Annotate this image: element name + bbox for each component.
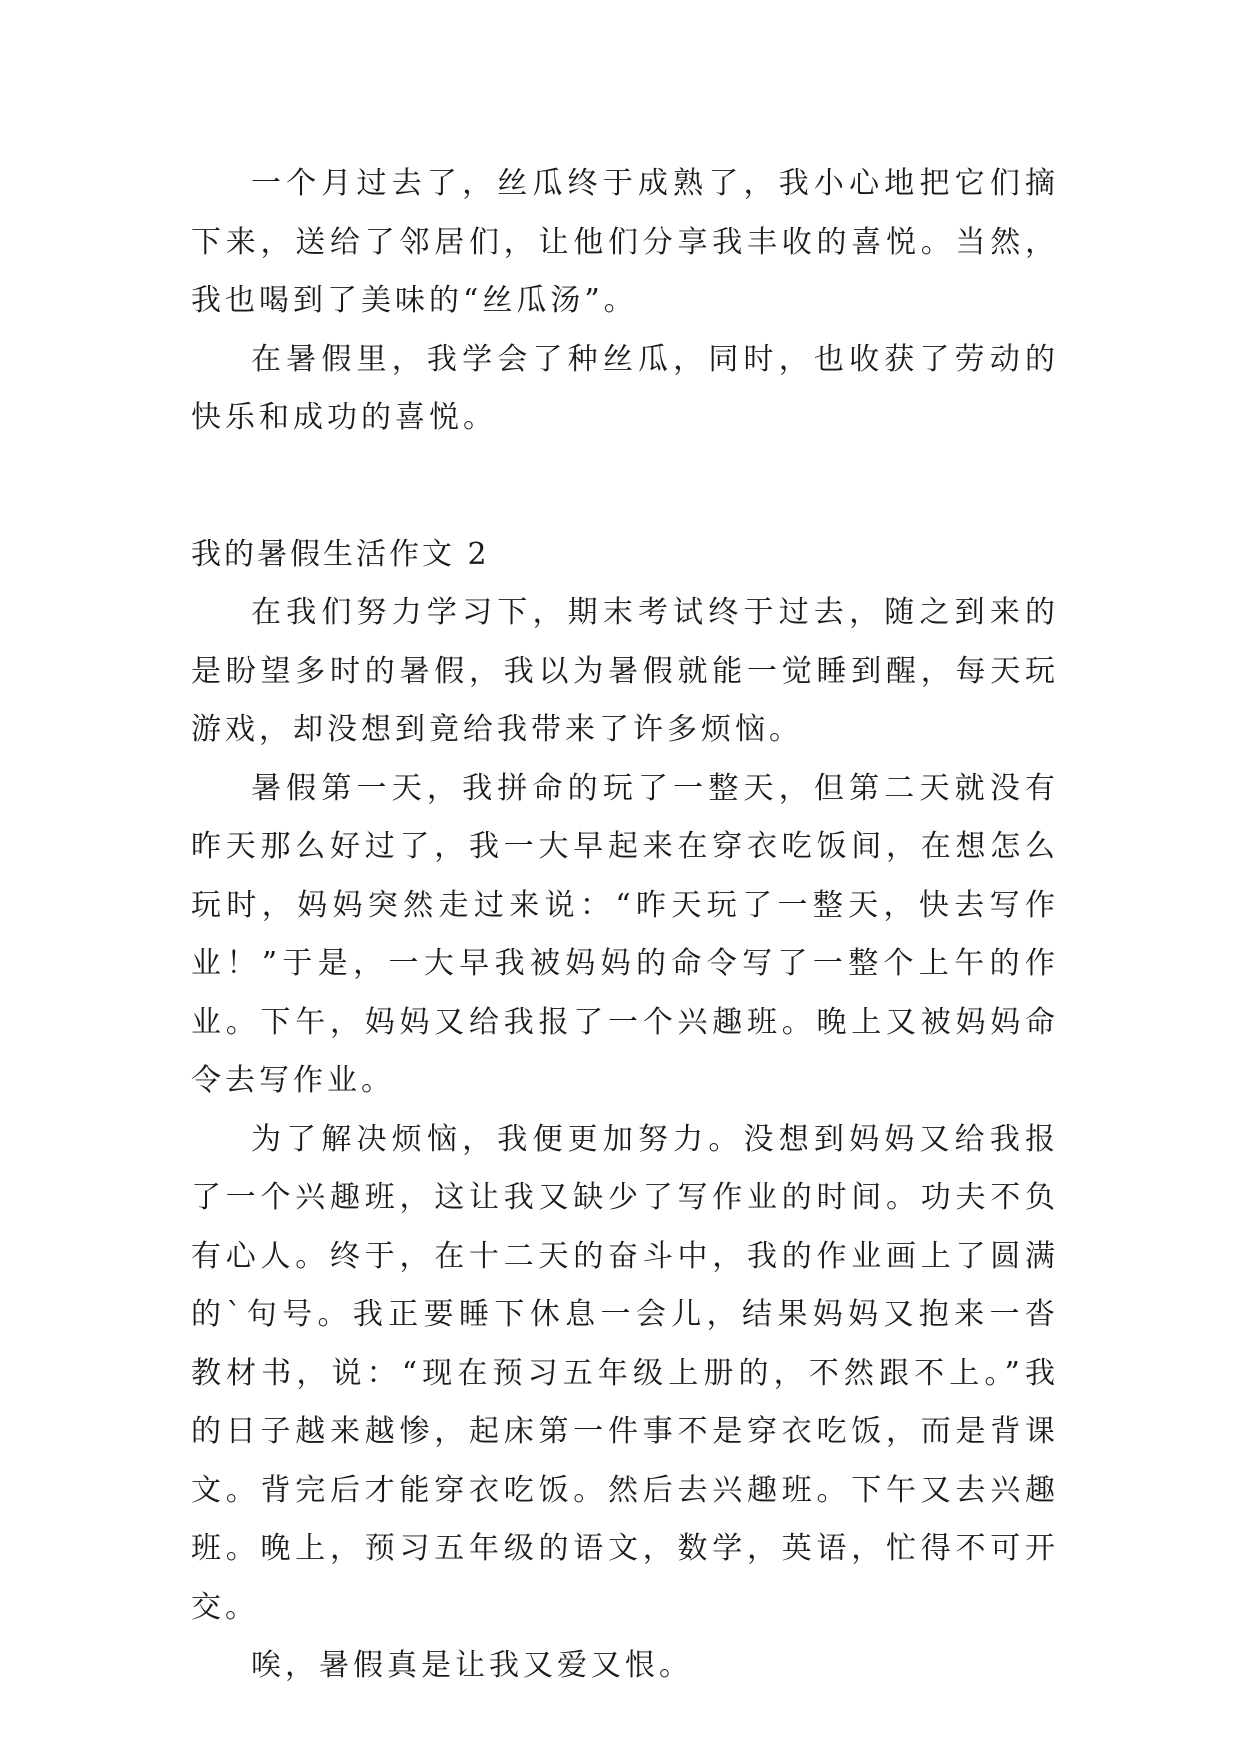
paragraph-summary: 在暑假里，我学会了种丝瓜，同时，也收获了劳动的快乐和成功的喜悦。 xyxy=(191,341,1059,435)
paragraph-harvest: 一个月过去了，丝瓜终于成熟了，我小心地把它们摘下来，送给了邻居们，让他们分享我丰收的喜悦。当然，我也喝到了美味的“丝瓜汤”。 xyxy=(191,166,1059,318)
paragraph-effort: 为了解决烦恼，我便更加努力。没想到妈妈又给我报了一个兴趣班，这让我又缺少了写作业的时间。功夫不负有心人。终于，在十二天的奋斗中，我的作业画上了圆满的`句号。我正要睡下休息一会儿，结果妈妈又抱来一沓教材书，说：“现在预习五年级上册的，不然跟不上。”我的日子越来越惨，起床第一件事不是穿衣吃饭，而是背课文。背完后才能穿衣吃饭。然后去兴趣班。下午又去兴趣班。晚上，预习五年级的语文，数学，英语，忙得不可开交。 xyxy=(191,1121,1059,1625)
paragraph-conclusion: 唉，暑假真是让我又爱又恨。 xyxy=(251,1648,693,1683)
section-gap xyxy=(191,448,1059,526)
essay-title: 我的暑假生活作文 2 xyxy=(191,536,490,572)
paragraph-intro: 在我们努力学习下，期末考试终于过去，随之到来的是盼望多时的暑假，我以为暑假就能一觉睡到醒，每天玩游戏，却没想到竟给我带来了许多烦恼。 xyxy=(191,595,1059,747)
paragraph-first-day: 暑假第一天，我拼命的玩了一整天，但第二天就没有昨天那么好过了，我一大早起来在穿衣吃饭间，在想怎么玩时，妈妈突然走过来说：“昨天玩了一整天，快去写作业！”于是，一大早我被妈妈的命令写了一整个上午的作业。下午，妈妈又给我报了一个兴趣班。晚上又被妈妈命令去写作业。 xyxy=(191,770,1059,1098)
document-page xyxy=(191,155,1059,1696)
